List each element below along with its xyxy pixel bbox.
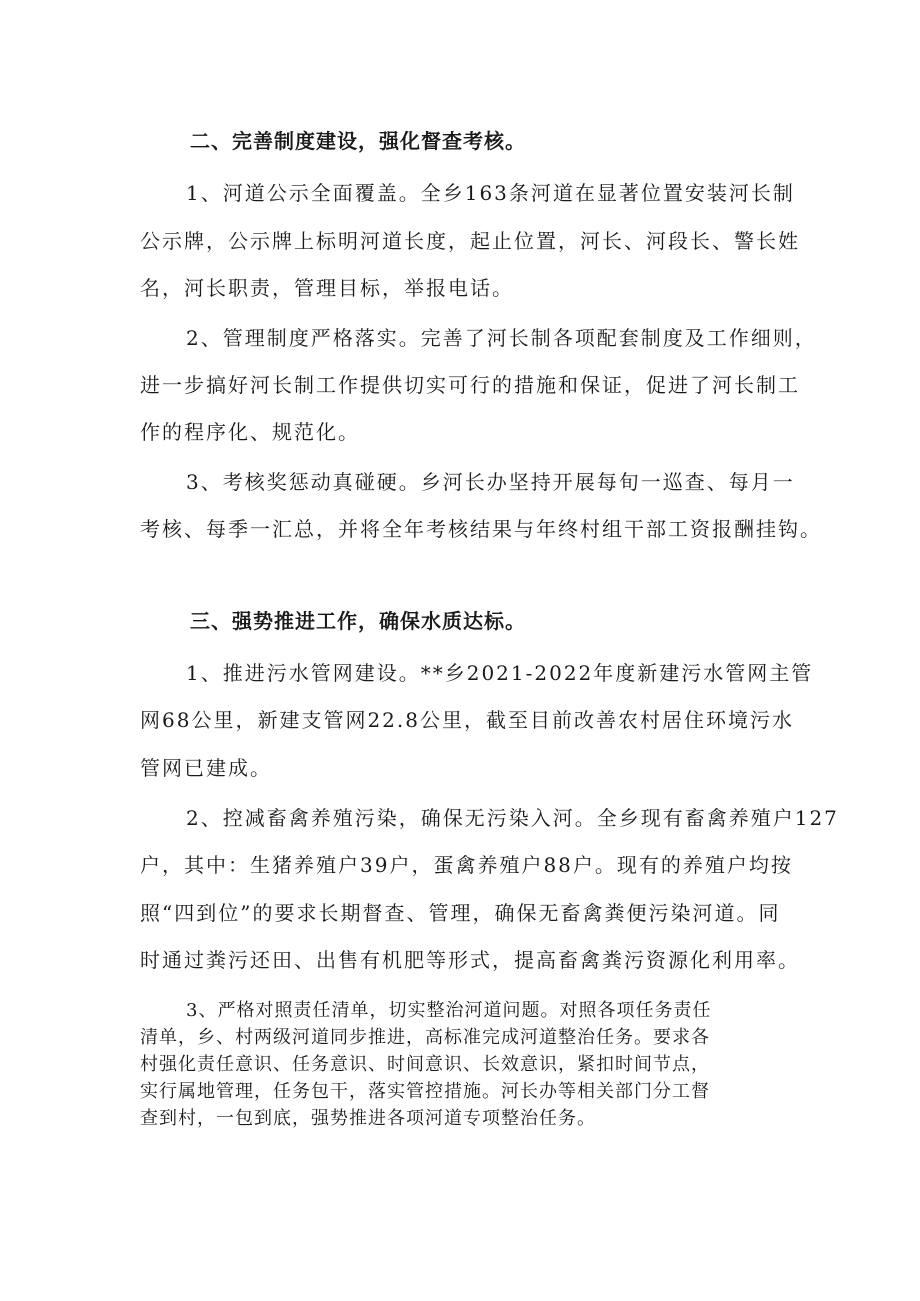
paragraph-line: 名，河长职责，管理目标，举报电话。 — [140, 276, 514, 300]
paragraph-line: 3、严格对照责任清单，切实整治河道问题。对照各项任务责任 — [186, 1000, 712, 1021]
paragraph-line: 实行属地管理，任务包干，落实管控措施。河长办等相关部门分工督 — [140, 1081, 710, 1102]
paragraph-line: 进一步搞好河长制工作提供切实可行的措施和保证，促进了河长制工 — [140, 373, 800, 397]
paragraph-line: 查到村，一包到底，强势推进各项河道专项整治任务。 — [140, 1108, 596, 1129]
paragraph-line: 照“四到位”的要求长期督查、管理，确保无畜禽粪便污染河道。同 — [140, 901, 781, 925]
paragraph-line: 3、考核奖惩动真碰硬。乡河长办坚持开展每旬一巡查、每月一 — [186, 470, 795, 494]
paragraph-line: 2、控减畜禽养殖污染，确保无污染入河。全乡现有畜禽养殖户127 — [186, 806, 839, 830]
paragraph-line: 管网已建成。 — [140, 756, 272, 780]
paragraph-line: 考核、每季一汇总，并将全年考核结果与年终村组干部工资报酬挂钩。 — [140, 517, 822, 541]
paragraph-line: 作的程序化、规范化。 — [140, 420, 360, 444]
paragraph-line: 清单，乡、村两级河道同步推进，高标准完成河道整治任务。要求各 — [140, 1027, 710, 1048]
section-2-heading: 二、完善制度建设，强化督查考核。 — [190, 129, 526, 153]
paragraph-line: 1、河道公示全面覆盖。全乡163条河道在显著位置安装河长制 — [186, 181, 795, 205]
paragraph-line: 村强化责任意识、任务意识、时间意识、长效意识，紧扣时间节点， — [140, 1054, 710, 1075]
paragraph-line: 2、管理制度严格落实。完善了河长制各项配套制度及工作细则， — [186, 326, 817, 350]
paragraph-line: 时通过粪污还田、出售有机肥等形式，提高畜禽粪污资源化利用率。 — [140, 948, 800, 972]
paragraph-line: 户，其中：生猪养殖户39户，蛋禽养殖户88户。现有的养殖户均按 — [140, 853, 793, 877]
paragraph-line: 公示牌，公示牌上标明河道长度，起止位置，河长、河段长、警长姓 — [140, 229, 800, 253]
paragraph-line: 网68公里，新建支管网22.8公里，截至目前改善农村居住环境污水 — [140, 708, 794, 732]
paragraph-line: 1、推进污水管网建设。**乡2021-2022年度新建污水管网主管 — [186, 661, 814, 685]
section-3-heading: 三、强势推进工作，确保水质达标。 — [190, 609, 526, 633]
